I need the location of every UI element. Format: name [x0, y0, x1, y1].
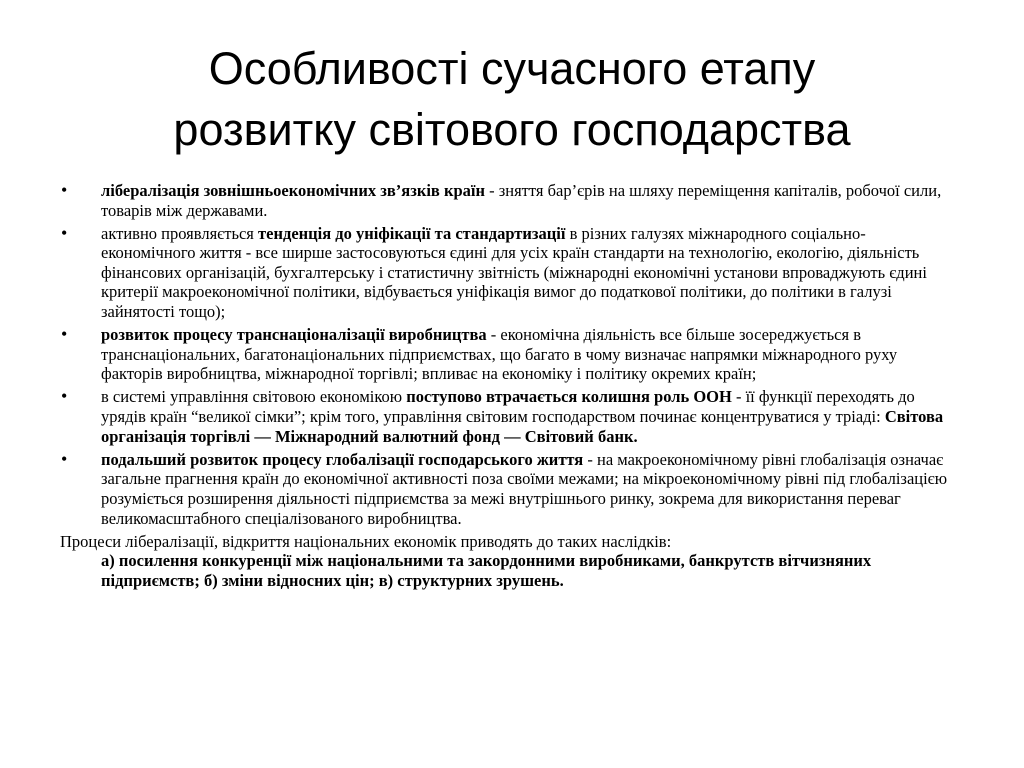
- bullet-standardization: [60, 224, 960, 322]
- bullet-term: Світова організація торгівлі — Міжнародний валютний фонд — Світовий банк.: [101, 407, 944, 446]
- conclusion-lead: Процеси лібералізації, відкриття національних економік приводять до таких наслідків:: [60, 531, 672, 551]
- bullet-term: розвиток процесу транснаціоналізації виробництва: [101, 325, 487, 345]
- bullet-text: активно проявляється: [101, 223, 259, 243]
- bullet-list: [60, 181, 960, 528]
- slide-body: [60, 181, 960, 590]
- bullet-term: поступово втрачається колишня роль ООН: [406, 387, 732, 407]
- bullet-text: в різних галузях міжнародного соціально-економічного життя - все ширше застосовуються єдині для усіх країн стандарти на технологію, екологію, діяльність фінансових організацій, бухгалтерську і статистичну звітність (міжнародні економічні установи впроваджують єдині критерії макроекономічної політики, відбувається уніфікація вимог до податкової політики, до політики в галузі зайнятості тощо);: [101, 223, 927, 322]
- bullet-term: подальший розвиток процесу глобалізації господарського життя: [101, 449, 584, 469]
- bullet-transnationalization: [60, 325, 960, 384]
- bullet-text: - зняття бар’єрів на шляху переміщення капіталів, робочої сили, товарів між державами.: [101, 181, 942, 220]
- conclusion-consequences: а) посилення конкуренції між національними та закордонними виробниками, банкрутств вітчизняних підприємств; б) зміни відносних цін; в) структурних зрушень.: [101, 551, 872, 590]
- bullet-text: - її функції переходять до урядів країн “великої сімки”; крім того, управління світовим господарством починає концентруватися у тріаді:: [101, 387, 915, 427]
- bullet-liberalization: [60, 181, 960, 220]
- bullet-text: - на макроекономічному рівні глобалізація означає загальне прагнення країн до економічної активності поза своїми межами; на мікроекономічному рівні під глобалізацією розуміється розширення діяльності підприємства за межі внутрішнього ринку, зокрема для використання переваг великомасштабного спеціалізованого виробництва.: [101, 449, 948, 528]
- bullet-globalization: [60, 450, 960, 528]
- slide-title-line-2: розвитку світового господарства: [173, 104, 851, 155]
- bullet-term: лібералізація зовнішньоекономічних зв’язків країн: [101, 181, 485, 200]
- bullet-un-role: [60, 387, 960, 446]
- conclusion-paragraph: [60, 532, 960, 591]
- bullet-text: - економічна діяльність все більше зосереджується в транснаціональних, багатонаціональних підприємствах, що багато в чому визначає напрямки міжнародного руху факторів виробництва, міжнародної торгівлі; впливає на економіку і політику окремих країн;: [101, 325, 898, 384]
- slide-title: [40, 38, 984, 160]
- slide-title-line-1: Особливості сучасного етапу: [208, 43, 816, 94]
- bullet-term: тенденція до уніфікації та стандартизації: [258, 223, 566, 243]
- bullet-text: в системі управління світовою економікою: [101, 387, 407, 407]
